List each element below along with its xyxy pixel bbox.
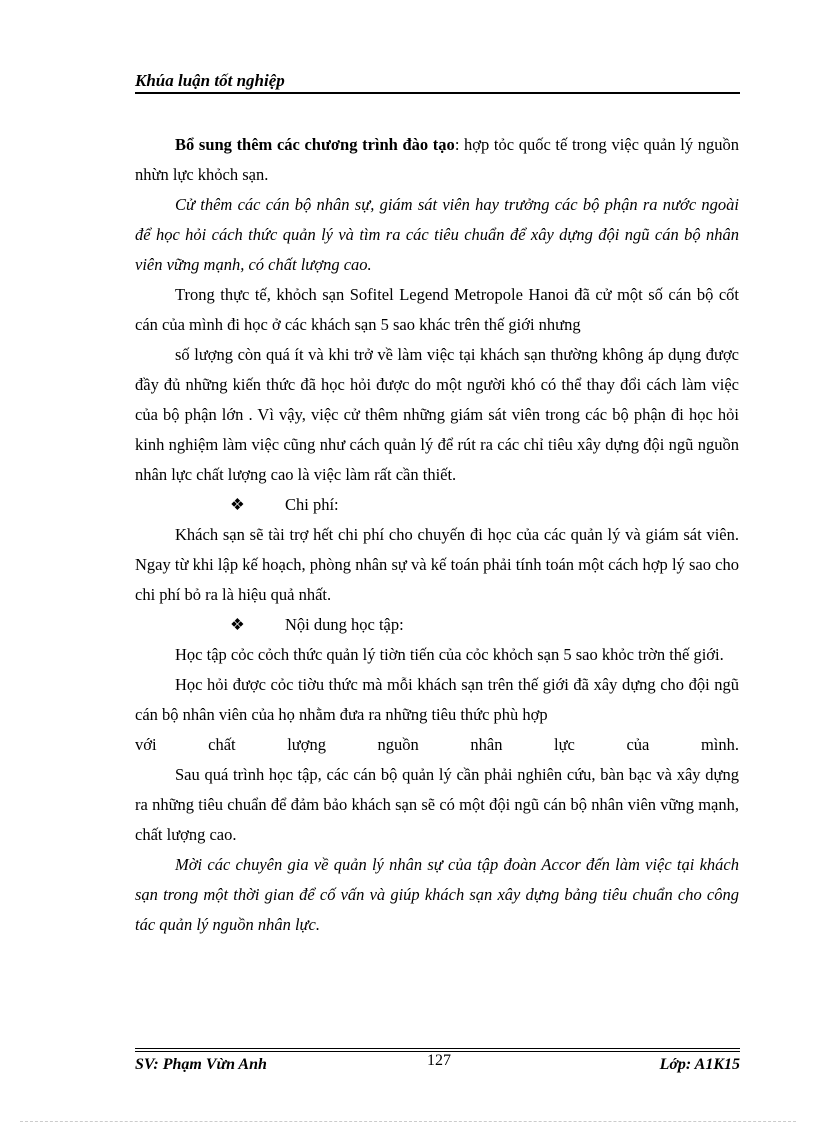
diamond-bullet-icon: ❖ [230, 615, 245, 634]
diamond-bullet-icon: ❖ [230, 495, 245, 514]
word: nhân [470, 735, 503, 754]
page-footer [135, 1048, 740, 1078]
bullet-label-cost: Chi phí: [285, 495, 339, 514]
word: với [135, 735, 157, 754]
paragraph-7: Sau quá trình học tập, các cán bộ quản lý cần phải nghiên cứu, bàn bạc và xây dựng ra những tiêu chuẩn để đảm bảo khách sạn sẽ có một đội ngũ cán bộ nhân viên vững mạnh, chất lượng cao. [135, 765, 739, 844]
paragraph-4: Khách sạn sẽ tài trợ hết chi phí cho chuyến đi học của các quản lý và giám sát viên. Ngay từ khi lập kế hoạch, phòng nhân sự và kế toán phải tính toán một cách hợp lý sao cho chi phí bỏ ra là hiệu quả nhất. [135, 525, 739, 604]
paragraph-8: Mời các chuyên gia về quản lý nhân sự của tập đoàn Accor đến làm việc tại khách sạn trong một thời gian để cố vấn và giúp khách sạn xây dựng bảng tiêu chuẩn cho công tác quản lý nguồn nhân lực. [135, 855, 739, 934]
word: lượng [287, 735, 326, 754]
paragraph-6-last-line [135, 730, 739, 760]
word: lực [554, 735, 575, 754]
header-title: Khúa luận tốt nghiệp [135, 71, 285, 90]
page-header [135, 68, 740, 94]
paragraph-2: Cử thêm các cán bộ nhân sự, giám sát viên hay trưởng các bộ phận ra nước ngoài để học hỏi cách thức quản lý và tìm ra các tiêu chuẩn để xây dựng đội ngũ cán bộ nhân viên vững mạnh, có chất lượng cao. [135, 195, 739, 274]
student-name: SV: Phạm Vừn Anh [135, 1056, 267, 1073]
paragraph-1-rest: : hợp tỏc quốc tế trong việc quản lý nguồn nhừn lực khỏch sạn. [135, 135, 740, 184]
bullet-item-cost [135, 490, 739, 520]
word: mình. [700, 735, 739, 754]
paragraph-6: Học hỏi được cỏc tiờu thức mà mỗi khách sạn trên thế giới đã xây dựng cho đội ngũ cán bộ nhân viên của họ nhằm đưa ra những tiêu thức phù hợp [135, 675, 739, 724]
word: chất [208, 735, 236, 754]
page-edge-divider [20, 1121, 796, 1122]
document-body [135, 130, 739, 940]
paragraph-5: Học tập cỏc cỏch thức quản lý tiờn tiến của cỏc khỏch sạn 5 sao khỏc trờn thế giới. [175, 645, 724, 664]
word: của [626, 735, 650, 754]
bullet-label-content: Nội dung học tập: [285, 615, 404, 634]
paragraph-1 [135, 130, 739, 190]
header-rule [135, 92, 740, 94]
bullet-item-content [135, 610, 739, 640]
paragraph-3a: Trong thực tế, khỏch sạn Sofitel Legend Metropole Hanoi đã cử một số cán bộ cốt cán của mình đi học ở các khách sạn 5 sao khác trên thế giới nhưng [135, 285, 739, 334]
word: nguồn [377, 735, 419, 754]
page-number: 127 [427, 1052, 451, 1069]
class-code: Lớp: A1K15 [659, 1056, 740, 1073]
footer-rule [135, 1048, 740, 1049]
paragraph-3b: số lượng còn quá ít và khi trở về làm việc tại khách sạn thường không áp dụng được đầy đủ những kiến thức đã học hỏi được do một người khó có thể thay đổi cách làm việc của bộ phận lớn . Vì vậy, việc cử thêm những giám sát viên trong các bộ phận đi học hỏi kinh nghiệm làm việc cũng như cách quản lý để rút ra các chỉ tiêu xây dựng đội ngũ nguồn nhân lực chất lượng cao là việc làm rất cần thiết. [135, 345, 739, 484]
paragraph-1-bold: Bổ sung thêm các chương trình đào tạo [175, 135, 455, 154]
